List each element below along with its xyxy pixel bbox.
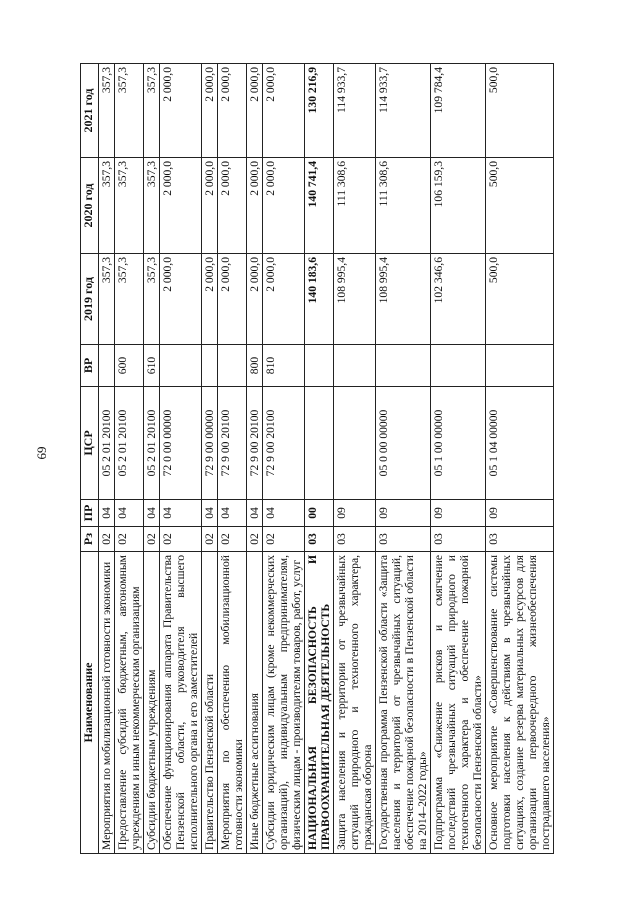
cell-vr bbox=[486, 345, 554, 387]
cell-pr: 04 bbox=[218, 500, 247, 527]
cell-csr: 05 1 04 00000 bbox=[486, 387, 554, 500]
header-2021: 2021 год bbox=[81, 64, 99, 158]
cell-pr: 04 bbox=[263, 500, 305, 527]
cell-csr: 72 0 00 00000 bbox=[160, 387, 202, 500]
cell-pr: 04 bbox=[160, 500, 202, 527]
header-2019: 2019 год bbox=[81, 254, 99, 345]
table-row bbox=[218, 64, 247, 854]
cell-rz: 03 bbox=[486, 527, 554, 552]
cell-pr: 04 bbox=[144, 500, 160, 527]
cell-name: Субсидии юридическим лицам (кроме некоммерческих организаций), индивидуальным предпринимателям, физическим лицам - производителям товаров, работ, услуг bbox=[263, 552, 305, 854]
cell-y2019: 357,3 bbox=[115, 254, 144, 345]
cell-pr: 04 bbox=[247, 500, 263, 527]
cell-vr: 610 bbox=[144, 345, 160, 387]
cell-vr: 600 bbox=[115, 345, 144, 387]
header-2020: 2020 год bbox=[81, 158, 99, 254]
table-row bbox=[115, 64, 144, 854]
cell-y2020: 2 000,0 bbox=[263, 158, 305, 254]
header-csr: ЦСР bbox=[81, 387, 99, 500]
cell-pr: 09 bbox=[486, 500, 554, 527]
cell-y2019: 2 000,0 bbox=[263, 254, 305, 345]
cell-y2019: 140 183,6 bbox=[305, 254, 334, 345]
cell-y2021: 2 000,0 bbox=[263, 64, 305, 158]
cell-y2021: 2 000,0 bbox=[218, 64, 247, 158]
cell-csr bbox=[305, 387, 334, 500]
cell-name: Предоставление субсидий бюджетным, автономным учреждениям и иным некоммерческим организациям bbox=[115, 552, 144, 854]
cell-y2021: 109 784,4 bbox=[431, 64, 486, 158]
cell-y2019: 2 000,0 bbox=[160, 254, 202, 345]
cell-name: Иные бюджетные ассигнования bbox=[247, 552, 263, 854]
cell-y2020: 357,3 bbox=[115, 158, 144, 254]
table-row bbox=[144, 64, 160, 854]
cell-y2021: 357,3 bbox=[144, 64, 160, 158]
cell-y2020: 2 000,0 bbox=[202, 158, 218, 254]
cell-name: Основное мероприятие «Совершенствование системы подготовки населения к действиям в чрезвычайных ситуациях, создание резерва материальных ресурсов для организации первоочередного жизнеобеспечения пострадавшего населения» bbox=[486, 552, 554, 854]
cell-vr bbox=[334, 345, 376, 387]
cell-rz: 02 bbox=[115, 527, 144, 552]
cell-vr bbox=[218, 345, 247, 387]
cell-rz: 02 bbox=[160, 527, 202, 552]
cell-pr: 09 bbox=[334, 500, 376, 527]
cell-y2020: 357,3 bbox=[99, 158, 115, 254]
cell-rz: 02 bbox=[144, 527, 160, 552]
cell-vr bbox=[305, 345, 334, 387]
cell-name: Мероприятия по обеспечению мобилизационной готовности экономики bbox=[218, 552, 247, 854]
cell-pr: 04 bbox=[202, 500, 218, 527]
cell-csr: 05 2 01 20100 bbox=[144, 387, 160, 500]
cell-y2021: 2 000,0 bbox=[247, 64, 263, 158]
cell-y2021: 114 933,7 bbox=[334, 64, 376, 158]
cell-vr bbox=[160, 345, 202, 387]
cell-y2019: 2 000,0 bbox=[247, 254, 263, 345]
table-header-row bbox=[81, 64, 99, 854]
cell-y2020: 111 308,6 bbox=[334, 158, 376, 254]
cell-y2020: 140 741,4 bbox=[305, 158, 334, 254]
cell-y2020: 500,0 bbox=[486, 158, 554, 254]
cell-y2021: 130 216,9 bbox=[305, 64, 334, 158]
cell-name: Обеспечение функционирования аппарата Правительства Пензенской области, руководителя высшего исполнительного органа и его заместителей bbox=[160, 552, 202, 854]
cell-y2021: 357,3 bbox=[99, 64, 115, 158]
cell-rz: 02 bbox=[263, 527, 305, 552]
cell-y2020: 357,3 bbox=[144, 158, 160, 254]
cell-y2019: 108 995,4 bbox=[334, 254, 376, 345]
cell-pr: 04 bbox=[99, 500, 115, 527]
table-row bbox=[334, 64, 376, 854]
cell-y2021: 2 000,0 bbox=[202, 64, 218, 158]
cell-name: НАЦИОНАЛЬНАЯ БЕЗОПАСНОСТЬ И ПРАВООХРАНИТЕЛЬНАЯ ДЕЯТЕЛЬНОСТЬ bbox=[305, 552, 334, 854]
cell-vr bbox=[376, 345, 431, 387]
cell-rz: 02 bbox=[247, 527, 263, 552]
cell-y2021: 357,3 bbox=[115, 64, 144, 158]
cell-csr: 05 1 00 00000 bbox=[431, 387, 486, 500]
cell-csr: 72 9 00 20100 bbox=[218, 387, 247, 500]
header-pr: ПР bbox=[81, 500, 99, 527]
cell-y2019: 102 346,6 bbox=[431, 254, 486, 345]
cell-y2019: 2 000,0 bbox=[218, 254, 247, 345]
cell-vr bbox=[202, 345, 218, 387]
cell-rz: 02 bbox=[202, 527, 218, 552]
cell-vr: 810 bbox=[263, 345, 305, 387]
cell-name: Подпрограмма «Снижение рисков и смягчение последствий чрезвычайных ситуаций природного и техногенного характера и обеспечение пожарной безопасности Пензенской области» bbox=[431, 552, 486, 854]
cell-pr: 09 bbox=[431, 500, 486, 527]
cell-csr: 05 2 01 20100 bbox=[99, 387, 115, 500]
cell-y2019: 500,0 bbox=[486, 254, 554, 345]
table-row bbox=[99, 64, 115, 854]
table-row bbox=[202, 64, 218, 854]
cell-rz: 03 bbox=[305, 527, 334, 552]
cell-y2021: 500,0 bbox=[486, 64, 554, 158]
budget-table bbox=[80, 63, 554, 854]
table-row bbox=[263, 64, 305, 854]
table-row bbox=[431, 64, 486, 854]
cell-rz: 03 bbox=[376, 527, 431, 552]
header-vr: ВР bbox=[81, 345, 99, 387]
cell-y2020: 2 000,0 bbox=[160, 158, 202, 254]
cell-vr bbox=[99, 345, 115, 387]
cell-vr bbox=[431, 345, 486, 387]
cell-pr: 09 bbox=[376, 500, 431, 527]
cell-csr: 72 9 00 00000 bbox=[202, 387, 218, 500]
cell-rz: 03 bbox=[431, 527, 486, 552]
cell-y2020: 2 000,0 bbox=[218, 158, 247, 254]
cell-pr: 00 bbox=[305, 500, 334, 527]
cell-name: Субсидии бюджетным учреждениям bbox=[144, 552, 160, 854]
budget-table-container bbox=[80, 64, 552, 854]
cell-rz: 03 bbox=[334, 527, 376, 552]
cell-y2020: 111 308,6 bbox=[376, 158, 431, 254]
cell-y2019: 357,3 bbox=[144, 254, 160, 345]
cell-y2019: 357,3 bbox=[99, 254, 115, 345]
cell-y2020: 106 159,3 bbox=[431, 158, 486, 254]
table-row bbox=[305, 64, 334, 854]
table-row bbox=[247, 64, 263, 854]
cell-name: Мероприятия по мобилизационной готовности экономики bbox=[99, 552, 115, 854]
cell-csr: 05 0 00 00000 bbox=[376, 387, 431, 500]
cell-y2021: 114 933,7 bbox=[376, 64, 431, 158]
table-row bbox=[486, 64, 554, 854]
cell-csr: 72 9 00 20100 bbox=[247, 387, 263, 500]
cell-rz: 02 bbox=[218, 527, 247, 552]
cell-y2020: 2 000,0 bbox=[247, 158, 263, 254]
header-rz: Рз bbox=[81, 527, 99, 552]
cell-vr: 800 bbox=[247, 345, 263, 387]
cell-csr: 72 9 00 20100 bbox=[263, 387, 305, 500]
table-row bbox=[160, 64, 202, 854]
cell-name: Защита населения и территории от чрезвычайных ситуаций природного и техногенного характера, гражданская оборона bbox=[334, 552, 376, 854]
cell-y2019: 2 000,0 bbox=[202, 254, 218, 345]
table-row bbox=[376, 64, 431, 854]
cell-csr: 05 2 01 20100 bbox=[115, 387, 144, 500]
header-name: Наименование bbox=[81, 552, 99, 854]
cell-csr bbox=[334, 387, 376, 500]
cell-name: Государственная программа Пензенской области «Защита населения и территорий от чрезвычайных ситуаций, обеспечение пожарной безопасности в Пензенской области на 2014–2022 годы» bbox=[376, 552, 431, 854]
cell-rz: 02 bbox=[99, 527, 115, 552]
page-number: 69 bbox=[34, 446, 49, 460]
cell-y2021: 2 000,0 bbox=[160, 64, 202, 158]
cell-name: Правительство Пензенской области bbox=[202, 552, 218, 854]
cell-y2019: 108 995,4 bbox=[376, 254, 431, 345]
cell-pr: 04 bbox=[115, 500, 144, 527]
